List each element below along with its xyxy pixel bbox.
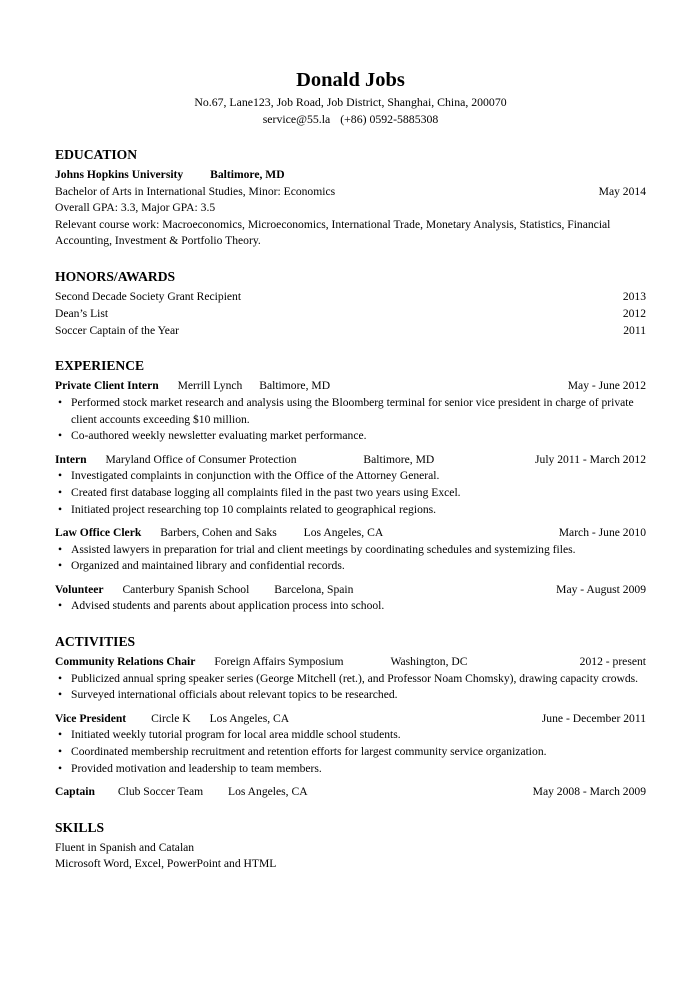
entry-location: Baltimore, MD (363, 452, 435, 466)
bullet-item: • Initiated project researching top 10 complaints related to geographical regions. (55, 502, 646, 519)
entry-header (55, 582, 646, 599)
honor-name: Soccer Captain of the Year (55, 323, 179, 337)
experience-entry (55, 582, 646, 615)
bullet-item: • Publicized annual spring speaker series (George Mitchell (ret.), and Professor Noam Chomsky), drawing capacity crowds. (55, 671, 646, 688)
honor-name: Dean’s List (55, 306, 109, 320)
entry-role: Volunteer (55, 582, 104, 596)
bullet-item: • Co-authored weekly newsletter evaluating market performance. (55, 428, 646, 445)
entry-location: Washington, DC (390, 655, 468, 669)
experience-heading: EXPERIENCE (55, 358, 145, 374)
entry-header (55, 378, 646, 395)
entry-role: Law Office Clerk (55, 526, 142, 540)
activity-entry (55, 654, 646, 704)
experience-entry (55, 378, 646, 444)
gpa: Overall GPA: 3.3, Major GPA: 3.5 (55, 201, 216, 215)
skill-item: Fluent in Spanish and Catalan (55, 840, 195, 854)
entry-role: Intern (55, 452, 87, 466)
entry-bullets (55, 598, 646, 615)
candidate-name: Donald Jobs (296, 69, 405, 91)
activities-section (55, 654, 646, 801)
honor-item (55, 289, 646, 306)
honors-section (55, 289, 646, 339)
resume-header (55, 66, 646, 128)
bullet-item: • Advised students and parents about application process into school. (55, 598, 646, 615)
activity-entry (55, 784, 646, 801)
honor-year: 2013 (622, 289, 646, 303)
entry-location: Los Angeles, CA (228, 785, 308, 799)
honor-year: 2012 (622, 306, 646, 320)
entry-date: May 2008 - March 2009 (532, 785, 646, 799)
skill-item: Microsoft Word, Excel, PowerPoint and HTML (55, 857, 277, 871)
entry-role: Vice President (55, 711, 127, 725)
entry-org: Merrill Lynch (177, 379, 243, 393)
honor-name: Second Decade Society Grant Recipient (55, 289, 242, 303)
entry-bullets (55, 671, 646, 704)
education-section (55, 167, 646, 250)
bullet-item: • Surveyed international officials about relevant topics to be researched. (55, 687, 646, 704)
entry-date: May - August 2009 (556, 582, 646, 596)
entry-org: Canterbury Spanish School (122, 582, 250, 596)
education-school-line (55, 167, 646, 184)
entry-org: Barbers, Cohen and Saks (160, 526, 277, 540)
honors-heading: HONORS/AWARDS (55, 268, 176, 284)
entry-bullets (55, 395, 646, 445)
entry-bullets (55, 468, 646, 518)
entry-header (55, 711, 646, 728)
entry-location: Baltimore, MD (259, 379, 331, 393)
entry-org: Club Soccer Team (117, 785, 204, 799)
bullet-item: • Coordinated membership recruitment and retention efforts for largest community service organization. (55, 744, 646, 761)
bullet-item: • Created first database logging all complaints filed in the past two years using Excel. (55, 485, 646, 502)
experience-entry (55, 452, 646, 518)
bullet-item: • Investigated complaints in conjunction with the Office of the Attorney General. (55, 468, 646, 485)
entry-org: Circle K (151, 711, 191, 725)
contact-line (55, 111, 646, 128)
entry-header (55, 452, 646, 469)
contact-address: No.67, Lane123, Job Road, Job District, Shanghai, China, 200070 (194, 95, 507, 109)
degree: Bachelor of Arts in International Studies, Minor: Economics (55, 184, 336, 198)
resume-page (55, 66, 646, 873)
entry-date: 2012 - present (579, 655, 646, 669)
entry-date: May - June 2012 (567, 379, 646, 393)
experience-entry (55, 525, 646, 575)
skills-section (55, 840, 646, 873)
bullet-item: • Initiated weekly tutorial program for local area middle school students. (55, 727, 646, 744)
entry-location: Barcelona, Spain (274, 582, 354, 596)
experience-section (55, 378, 646, 615)
education-heading: EDUCATION (55, 147, 138, 162)
entry-date: June - December 2011 (541, 711, 646, 725)
entry-location: Los Angeles, CA (303, 526, 384, 540)
entry-org: Maryland Office of Consumer Protection (105, 452, 297, 466)
graduation-date: May 2014 (598, 184, 646, 198)
bullet-item: • Assisted lawyers in preparation for trial and client meetings by coordinating schedules and systemizing files. (55, 542, 646, 559)
entry-org: Foreign Affairs Symposium (214, 655, 344, 669)
contact-email: service@55.la (262, 112, 331, 126)
degree-row (55, 184, 646, 201)
entry-role: Private Client Intern (55, 379, 159, 393)
entry-bullets (55, 727, 646, 777)
entry-header (55, 784, 646, 801)
entry-header (55, 525, 646, 542)
entry-location: Los Angeles, CA (209, 711, 290, 725)
honor-year: 2011 (623, 323, 646, 337)
school-location: Baltimore, MD (210, 168, 285, 181)
activities-heading: ACTIVITIES (55, 634, 136, 650)
contact-phone: (+86) 0592-5885308 (340, 112, 439, 126)
bullet-item: • Provided motivation and leadership to team members. (55, 761, 646, 778)
honor-item (55, 323, 646, 340)
entry-role: Community Relations Chair (55, 655, 196, 669)
school-name: Johns Hopkins University (55, 168, 184, 181)
entry-bullets (55, 542, 646, 575)
entry-date: July 2011 - March 2012 (535, 452, 646, 466)
bullet-item: • Organized and maintained library and confidential records. (55, 558, 646, 575)
coursework: Relevant course work: Macroeconomics, Microeconomics, International Trade, Monetary Analysis, Statistics, Financial Accounting, Investment & Portfolio Theory. (55, 217, 611, 248)
activity-entry (55, 711, 646, 777)
entry-role: Captain (55, 785, 95, 799)
honor-item (55, 306, 646, 323)
skills-heading: SKILLS (55, 819, 105, 835)
entry-header (55, 654, 646, 671)
entry-date: March - June 2010 (558, 526, 646, 540)
bullet-item: • Performed stock market research and analysis using the Bloomberg terminal for senior vice president in charge of private client accounts exceeding $10 million. (55, 395, 646, 428)
